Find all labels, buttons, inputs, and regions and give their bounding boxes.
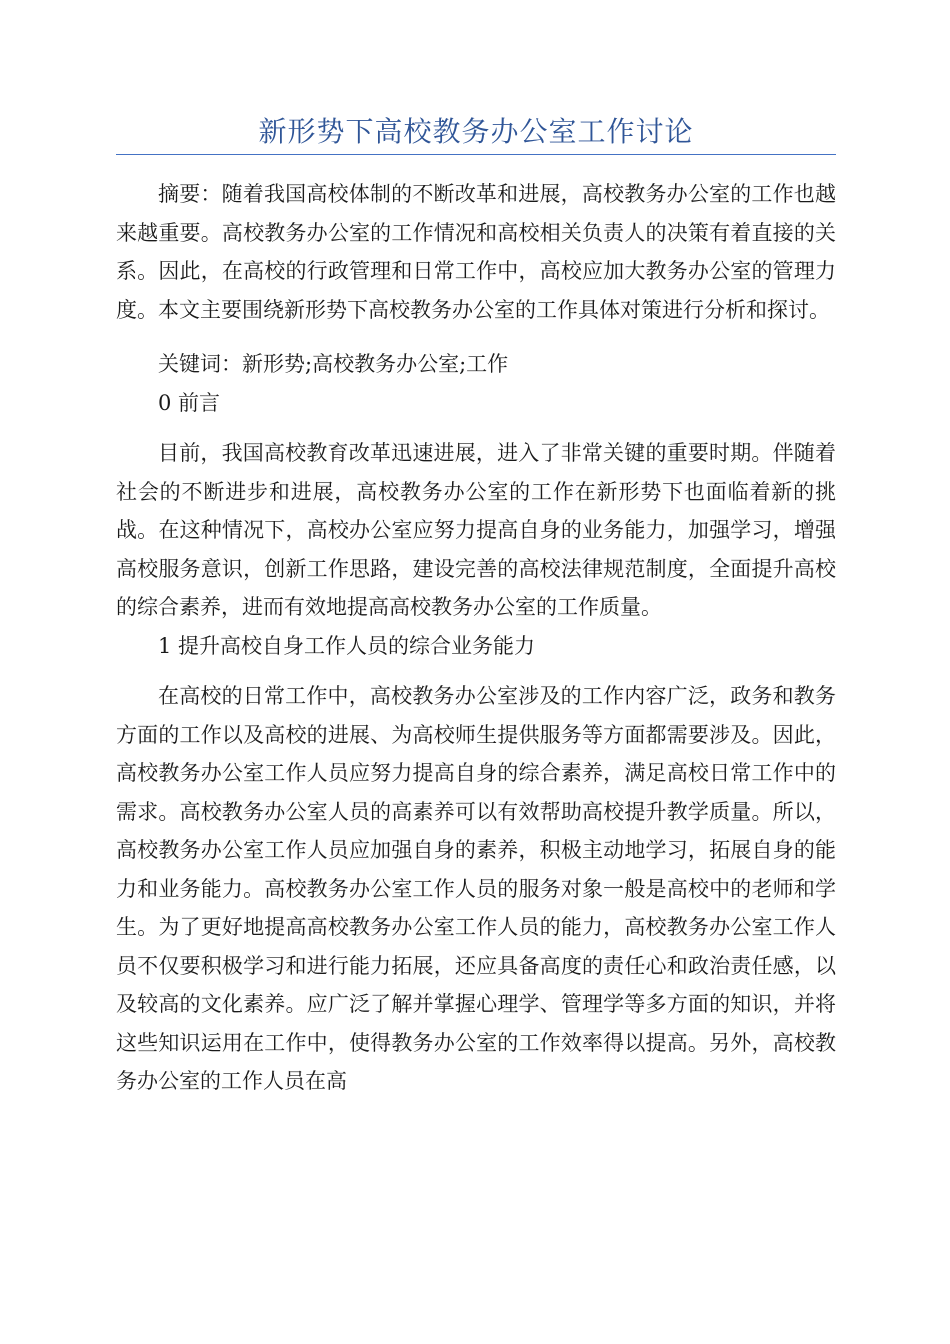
keywords-line: 关键词：新形势;高校教务办公室;工作 [158, 352, 509, 376]
document-title: 新形势下高校教务办公室工作讨论 [116, 112, 836, 155]
document-body [116, 175, 836, 1101]
section-1-paragraph: 在高校的日常工作中，高校教务办公室涉及的工作内容广泛，政务和教务方面的工作以及高校的进展、为高校师生提供服务等方面都需要涉及。因此，高校教务办公室工作人员应努力提高自身的综合素养，满足高校日常工作中的需求。高校教务办公室人员的高素养可以有效帮助高校提升教学质量。所以，高校教务办公室工作人员应加强自身的素养，积极主动地学习，拓展自身的能力和业务能力。高校教务办公室工作人员的服务对象一般是高校中的老师和学生。为了更好地提高高校教务办公室工作人员的能力，高校教务办公室工作人员不仅要积极学习和进行能力拓展，还应具备高度的责任心和政治责任感，以及较高的文化素养。应广泛了解并掌握心理学、管理学等多方面的知识，并将这些知识运用在工作中，使得教务办公室的工作效率得以提高。另外，高校教务办公室的工作人员在高 [116, 684, 836, 1093]
section-1-heading: 1 提升高校自身工作人员的综合业务能力 [158, 633, 536, 658]
abstract-paragraph: 摘要：随着我国高校体制的不断改革和进展，高校教务办公室的工作也越来越重要。高校教务办公室的工作情况和高校相关负责人的决策有着直接的关系。因此，在高校的行政管理和日常工作中，高校应加大教务办公室的管理力度。本文主要围绕新形势下高校教务办公室的工作具体对策进行分析和探讨。 [116, 182, 836, 322]
section-0-paragraph: 目前，我国高校教育改革迅速进展，进入了非常关键的重要时期。伴随着社会的不断进步和进展，高校教务办公室的工作在新形势下也面临着新的挑战。在这种情况下，高校办公室应努力提高自身的业务能力，加强学习，增强高校服务意识，创新工作思路，建设完善的高校法律规范制度，全面提升高校的综合素养，进而有效地提高高校教务办公室的工作质量。 [116, 441, 836, 619]
section-0-heading: 0 前言 [158, 390, 221, 415]
document-page [116, 112, 836, 1101]
